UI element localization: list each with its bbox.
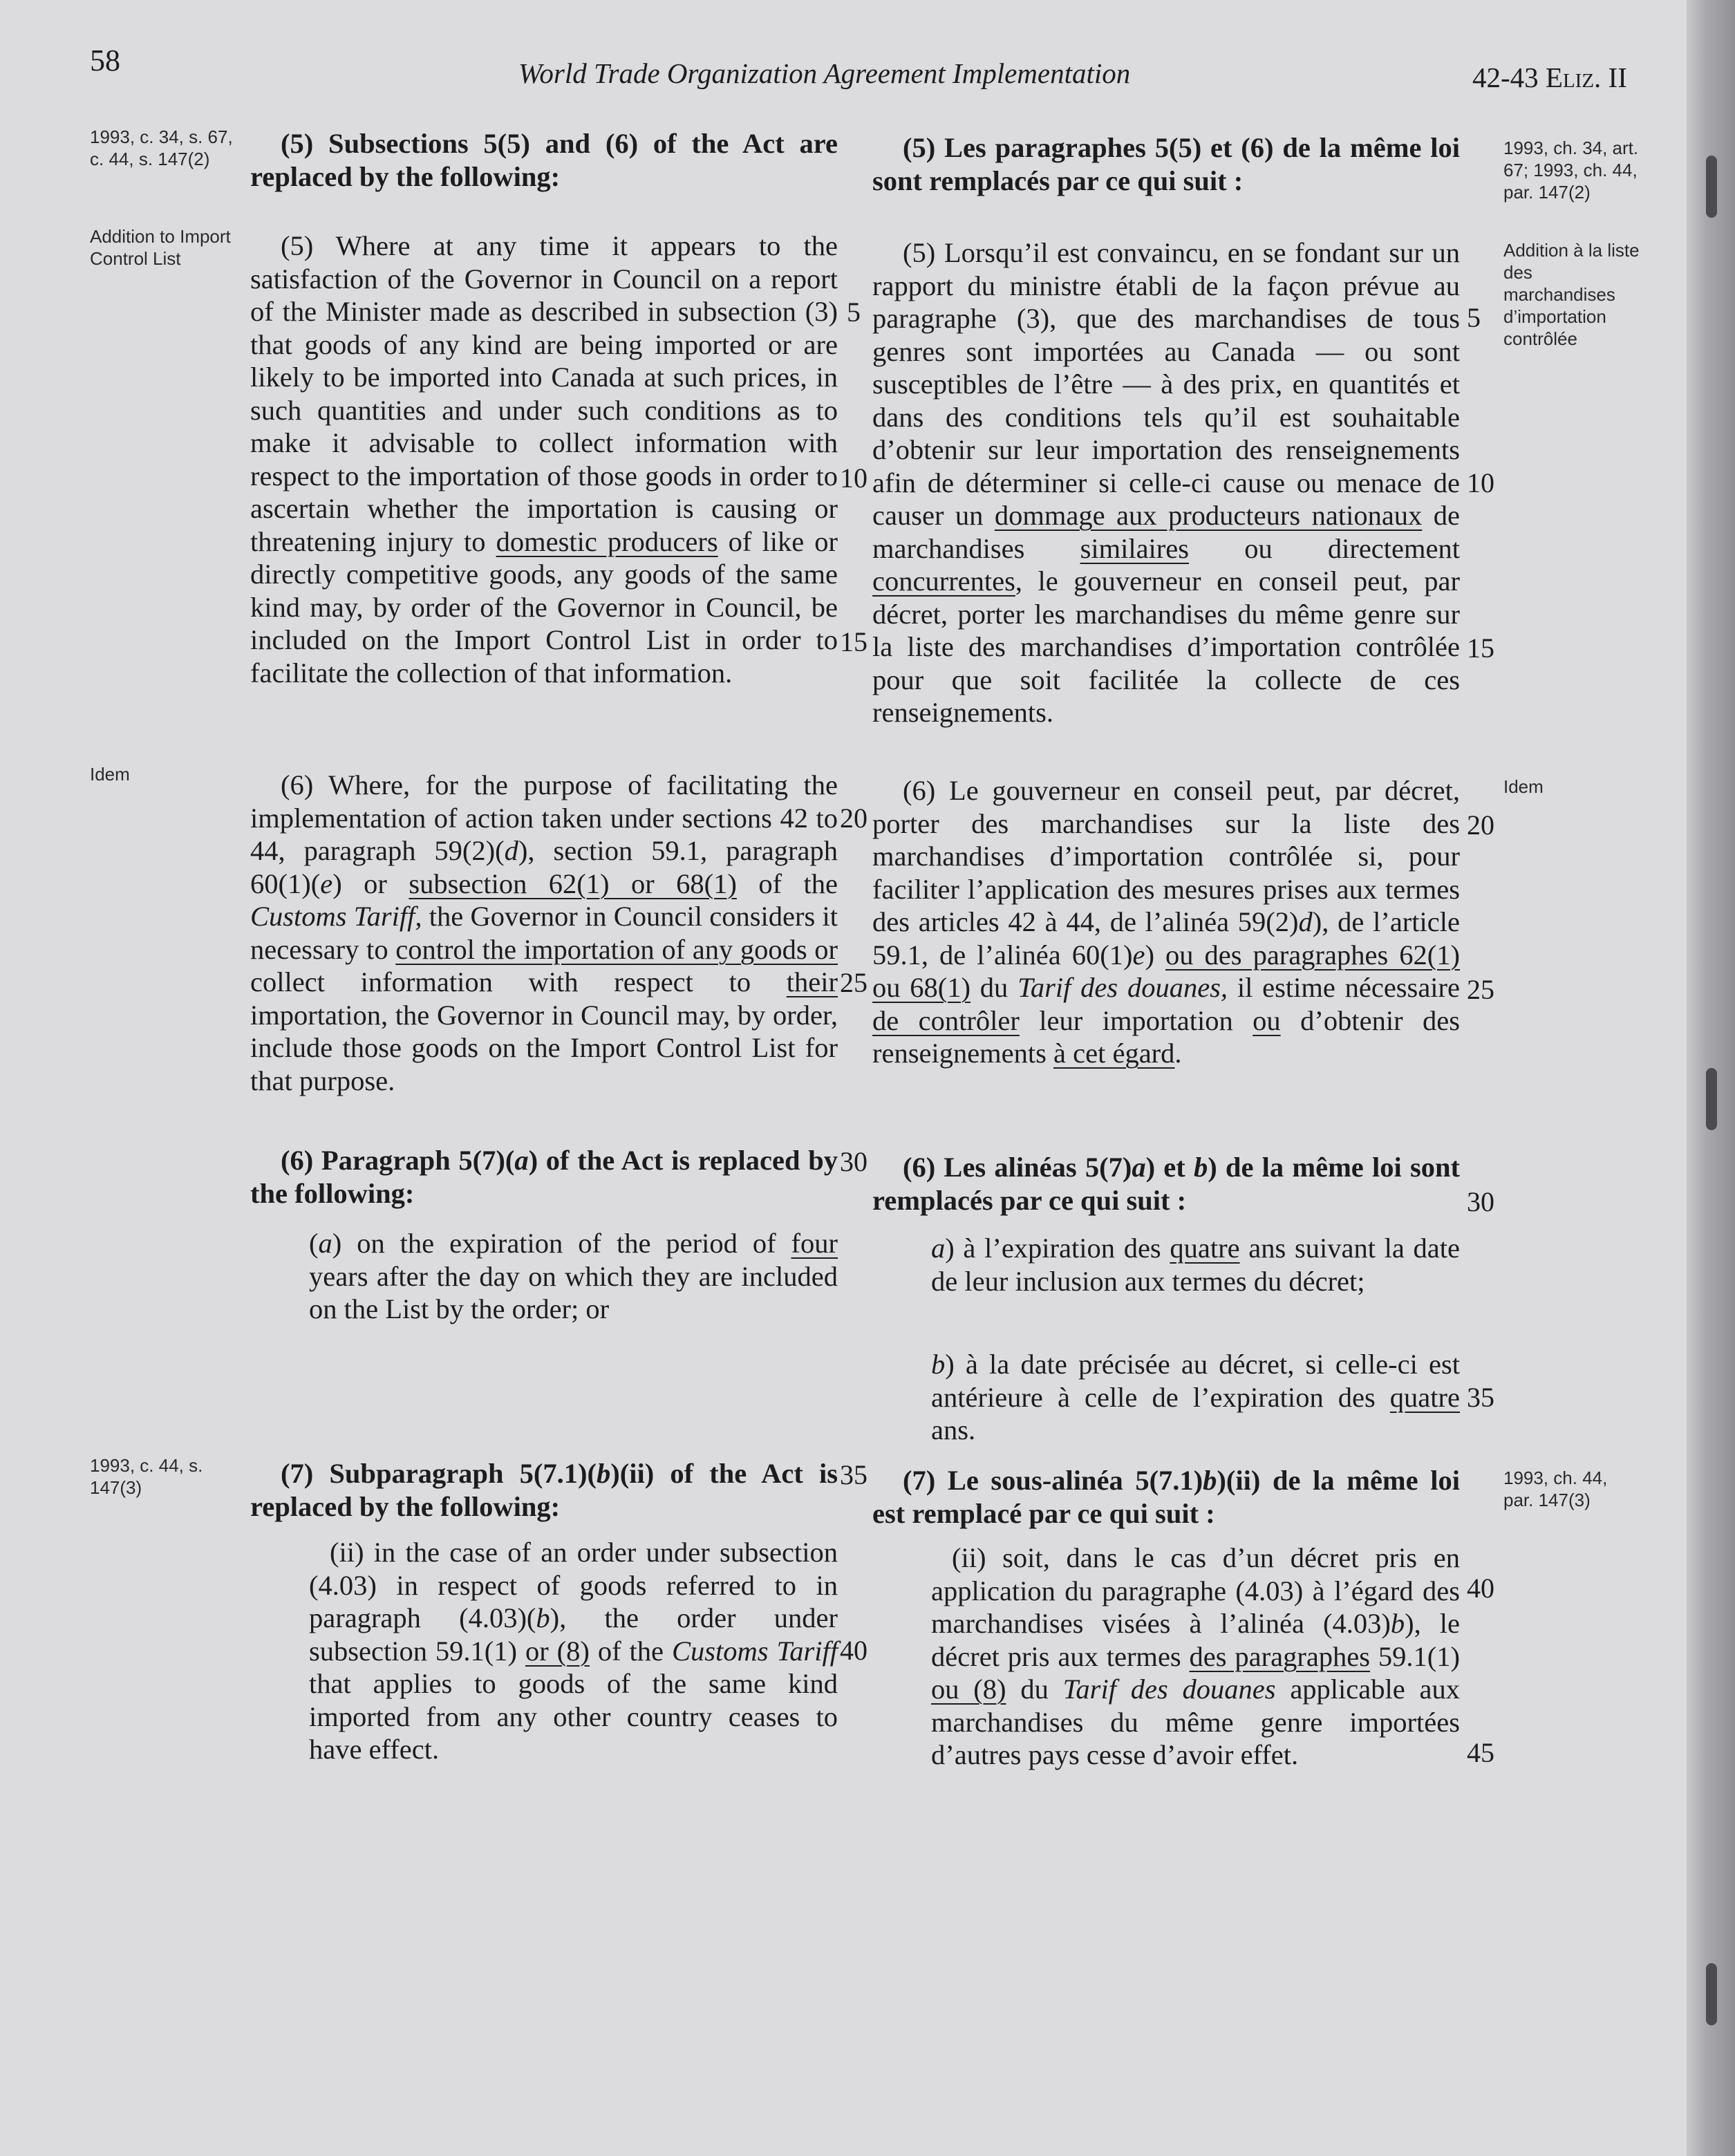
en-s6-heading-text <box>250 1144 838 1210</box>
en-subsection-6-text <box>250 769 838 1097</box>
fr-p6-underline-3: ou <box>1253 1004 1281 1036</box>
fr-item-a-underline: quatre <box>1170 1232 1240 1264</box>
fr-paragraph-b <box>872 1348 1460 1447</box>
line-number-center: 30 <box>840 1146 868 1177</box>
regnal-suffix: Eliz. II <box>1545 62 1627 93</box>
en-subparagraph-ii <box>250 1536 838 1766</box>
fr-p6-g: il estime nécessaire <box>1228 972 1461 1003</box>
en-p6-e: e <box>320 868 333 899</box>
en-sub-ii-2: ), the order under subsection 59.1(1) <box>309 1602 838 1667</box>
fr-p6-f: du <box>970 972 1018 1003</box>
en-s6-heading-a: (6) Paragraph 5(7)( <box>281 1145 515 1176</box>
fr-s7-heading-a: (7) Le sous-alinéa 5(7.1) <box>903 1465 1203 1496</box>
margin-note-en-s5-heading: Addition to Import Control List <box>90 226 231 269</box>
margin-note-en-s6-heading: Idem <box>90 764 130 785</box>
fr-s5-heading <box>872 131 1460 197</box>
en-p6-g: the Governor in Council considers it necessary to <box>250 901 838 965</box>
fr-item-a-2: ans suivant la date de leur inclusion aux termes du décret; <box>931 1232 1460 1297</box>
fr-sub-ii-4: du <box>1006 1674 1063 1705</box>
margin-note-fr-s6-heading: Idem <box>1503 776 1544 797</box>
en-s6-heading <box>250 1144 838 1210</box>
en-p6-underline-3: their <box>786 966 838 997</box>
en-p6-b: ), section 59.1, paragraph 60(1)( <box>250 835 838 899</box>
fr-s6-heading-text <box>872 1151 1460 1217</box>
fr-item-b-1: ) à la date précisée au décret, si celle-ci est antérieure à celle de l’expiration des <box>931 1349 1460 1413</box>
line-number-center: 10 <box>840 462 868 494</box>
fr-sub-ii-underline-2: ou (8) <box>931 1674 1006 1705</box>
en-p6-i: importation, the Governor in Council may, by order, include those goods on the Import Control List for that purpose. <box>250 999 838 1096</box>
en-p6-h: collect information with respect to <box>250 966 787 997</box>
fr-p6-e: e <box>1132 939 1145 971</box>
fr-p6-underline-2: de contrôler <box>872 1004 1020 1036</box>
en-s6-heading-b: ) of the Act is replaced by the following: <box>250 1145 838 1209</box>
en-item-a-underline: four <box>791 1228 838 1259</box>
fr-p6-d: d <box>1298 906 1313 937</box>
en-p6-tariff: Customs Tariff, <box>250 901 422 932</box>
fr-p5-mid: de marchandises <box>872 500 1460 564</box>
en-paragraph-a <box>250 1227 838 1326</box>
line-number-right: 35 <box>1467 1382 1494 1413</box>
fr-subsection-6-text <box>872 774 1460 1070</box>
fr-subsection-5 <box>872 236 1460 729</box>
fr-p6-h: leur importation <box>1019 1004 1253 1036</box>
running-title: World Trade Organization Agreement Implementation <box>518 57 1131 89</box>
fr-sub-ii-tariff: Tarif des douanes <box>1062 1674 1276 1705</box>
fr-s6-heading-b: ) et <box>1145 1152 1194 1183</box>
fr-p5-mid2: ou directement <box>1189 532 1460 564</box>
fr-sub-ii-2: ), le décret pris aux termes <box>931 1608 1461 1672</box>
fr-p5-underline-3: concurrentes <box>872 565 1015 597</box>
line-number-center: 5 <box>847 297 861 328</box>
en-p6-underline-2: control the importation of any goods or <box>395 933 838 965</box>
fr-sub-ii-1: (ii) soit, dans le cas d’un décret pris en application du paragraphe (4.03) à l’égard des marchandises visées à l’alinéa (4.03) <box>931 1542 1460 1639</box>
fr-sub-ii-5: applicable aux marchandises du même genre importées d’autres pays cesse d’avoir effet. <box>931 1674 1460 1770</box>
line-number-right: 30 <box>1467 1186 1494 1217</box>
en-sub-ii-tariff: Customs Tariff <box>671 1635 838 1667</box>
fr-paragraph-a-text <box>931 1232 1460 1297</box>
margin-note-en-s7-citation: 1993, c. 44, s. 147(3) <box>90 1455 203 1498</box>
line-number-center: 20 <box>840 803 868 834</box>
line-number-right: 45 <box>1467 1737 1494 1768</box>
margin-note-fr-s5-heading: Addition à la liste des marchandises d’importation contrôlée <box>1503 240 1640 349</box>
fr-p5-underline-1: dommage aux producteurs nationaux <box>994 500 1423 531</box>
line-number-center: 35 <box>840 1459 868 1490</box>
line-number-right: 40 <box>1467 1573 1494 1604</box>
en-p5-end: of like or directly competitive goods, any goods of the same kind may, by order of the Governor in Council, be included on the Import Control List in order to facilitate the collection of that information. <box>250 525 838 688</box>
en-s7-heading-ital: b <box>596 1458 611 1489</box>
line-number-right: 5 <box>1467 302 1481 333</box>
en-p6-a: (6) Where, for the purpose of facilitating the implementation of action taken under sections 42 to 44, paragraph 59(2)( <box>250 769 838 866</box>
fr-s7-heading <box>872 1464 1460 1530</box>
line-number-right: 25 <box>1467 974 1494 1005</box>
binder-ring <box>1706 156 1717 218</box>
fr-p6-underline-4: à cet égard <box>1053 1038 1175 1069</box>
regnal-prefix: 42-43 <box>1472 62 1539 93</box>
fr-s7-heading-ital: b <box>1203 1465 1217 1496</box>
en-sub-ii-4: that applies to goods of the same kind imported from any other country ceases to have effect. <box>309 1668 838 1765</box>
fr-s7-heading-b: )(ii) de la même loi est remplacé par ce qui suit : <box>872 1465 1460 1529</box>
fr-s6-heading-a: (6) Les alinéas 5(7) <box>903 1152 1132 1183</box>
en-s7-heading <box>250 1457 838 1523</box>
binder-ring <box>1706 1068 1717 1130</box>
fr-s5-heading-text: (5) Les paragraphes 5(5) et (6) de la même loi sont remplacés par ce qui suit : <box>872 132 1460 196</box>
en-p6-d: d <box>504 835 518 866</box>
en-s7-heading-a: (7) Subparagraph 5(7.1)( <box>281 1458 597 1489</box>
binder-ring <box>1706 1963 1717 2025</box>
en-item-a-2: years after the day on which they are included on the List by the order; or <box>309 1260 838 1324</box>
en-item-a-label: a <box>318 1228 332 1259</box>
line-number-center: 25 <box>840 967 868 998</box>
en-s6-heading-ital: a <box>514 1145 529 1176</box>
en-sub-ii-b: b <box>536 1602 550 1633</box>
fr-subparagraph-ii <box>872 1541 1460 1772</box>
regnal-year <box>1472 61 1627 94</box>
fr-s7-heading-text <box>872 1464 1460 1530</box>
line-number-right: 10 <box>1467 467 1494 498</box>
en-subsection-5 <box>250 229 838 689</box>
en-sub-ii-1: (ii) in the case of an order under subsection (4.03) in respect of goods referred to in paragraph (4.03)( <box>309 1537 838 1633</box>
en-paragraph-a-text: (a) on the expiration of the period of four years after the day on which they are included on the List by the order; or <box>309 1228 838 1324</box>
fr-subparagraph-ii-text <box>931 1541 1460 1772</box>
en-item-a-1: ) on the expiration of the period of <box>332 1228 791 1259</box>
margin-note-fr-s7-citation: 1993, ch. 44, par. 147(3) <box>1503 1468 1608 1510</box>
fr-item-b-2: ans. <box>931 1414 976 1445</box>
line-number-right: 20 <box>1467 809 1494 841</box>
fr-p5-underline-2: similaires <box>1080 532 1190 564</box>
fr-sub-ii-3: 59.1(1) <box>1370 1640 1460 1672</box>
en-subsection-6 <box>250 769 838 1097</box>
line-number-center: 40 <box>840 1635 868 1666</box>
fr-p6-a: (6) Le gouverneur en conseil peut, par décret, porter des marchandises sur la liste des marchandises d’importation contrôlée si, pour faciliter l’application des mesures prises aux termes des articles 42 à 44, de l’alinéa 59(2) <box>872 775 1460 937</box>
en-sub-ii-3: of the <box>589 1635 672 1667</box>
en-p6-c: ) or <box>332 868 409 899</box>
fr-p6-j: . <box>1174 1038 1182 1069</box>
fr-sub-ii-underline-1: des paragraphes <box>1189 1640 1371 1672</box>
fr-paragraph-b-text <box>931 1348 1460 1447</box>
fr-sub-ii-b: b <box>1390 1608 1405 1639</box>
fr-subsection-5-text <box>872 236 1460 729</box>
fr-item-b-label: b <box>931 1349 946 1380</box>
en-s7-heading-b: )(ii) of the Act is replaced by the following: <box>250 1458 838 1522</box>
en-p6-underline-1: subsection 62(1) or 68(1) <box>409 868 737 899</box>
margin-note-fr-s5-citation: 1993, ch. 34, art. 67; 1993, ch. 44, par. 147(2) <box>1503 138 1639 203</box>
fr-item-a-1: ) à l’expiration des <box>945 1232 1170 1264</box>
margin-note-en-s5-citation: 1993, c. 34, s. 67, c. 44, s. 147(2) <box>90 126 233 169</box>
fr-p5-start: (5) Lorsqu’il est convaincu, en se fondant sur un rapport du ministre établi de la façon prévue au paragraphe (3), que des marchandises de tous genres sont importées au Canada — ou sont susceptibles de l’être — à des prix, en quantités et dans des conditions tels qu’il est souhaitable d’obtenir sur leur importation des renseignements afin de déterminer si celle-ci cause ou menace de causer un <box>872 237 1460 531</box>
fr-s6-heading-ital-a: a <box>1132 1152 1146 1183</box>
en-p5-start: (5) Where at any time it appears to the satisfaction of the Governor in Council on a report of the Minister made as described in subsection (3) that goods of any kind are being imported or are likely to be imported into Canada at such prices, in such quantities and under such conditions as to make it advisable to collect information with respect to the importation of those goods in order to ascertain whether the importation is causing or threatening injury to <box>250 230 838 557</box>
en-sub-ii-underline: or (8) <box>525 1635 590 1667</box>
line-number-right: 15 <box>1467 632 1494 664</box>
en-s7-heading-text <box>250 1457 838 1523</box>
fr-s6-heading-c: ) de la même loi sont remplacés par ce qui suit : <box>872 1152 1460 1216</box>
en-subsection-5-text <box>250 229 838 689</box>
page-number: 58 <box>90 44 120 77</box>
fr-item-b-underline: quatre <box>1389 1381 1460 1413</box>
en-p6-f: of the <box>736 868 838 899</box>
fr-p6-b: ), de l’article 59.1, de l’alinéa 60(1) <box>872 906 1460 971</box>
fr-s6-heading <box>872 1151 1460 1217</box>
fr-p6-tariff: Tarif des douanes, <box>1017 972 1228 1003</box>
en-s5-heading-text: (5) Subsections 5(5) and (6) of the Act are replaced by the following: <box>250 128 838 192</box>
en-subparagraph-ii-text <box>309 1536 838 1766</box>
en-p5-underline-1: domestic producers <box>496 525 718 557</box>
en-s5-heading <box>250 127 838 193</box>
fr-p6-underline-1: ou des paragraphes 62(1) ou 68(1) <box>872 939 1460 1003</box>
fr-s6-heading-ital-b: b <box>1193 1152 1208 1183</box>
fr-p6-c: ) <box>1145 939 1166 971</box>
line-number-center: 15 <box>840 626 868 657</box>
fr-p6-i: d’obtenir des renseignements <box>872 1004 1460 1069</box>
fr-item-a-label: a <box>931 1232 946 1264</box>
fr-subsection-6 <box>872 774 1460 1070</box>
fr-p5-end: , le gouverneur en conseil peut, par décret, porter les marchandises du même genre sur la liste des marchandises d’importation contrôlée pour que soit facilitée la collecte de ces renseignements. <box>872 565 1460 728</box>
fr-paragraph-a <box>872 1232 1460 1297</box>
